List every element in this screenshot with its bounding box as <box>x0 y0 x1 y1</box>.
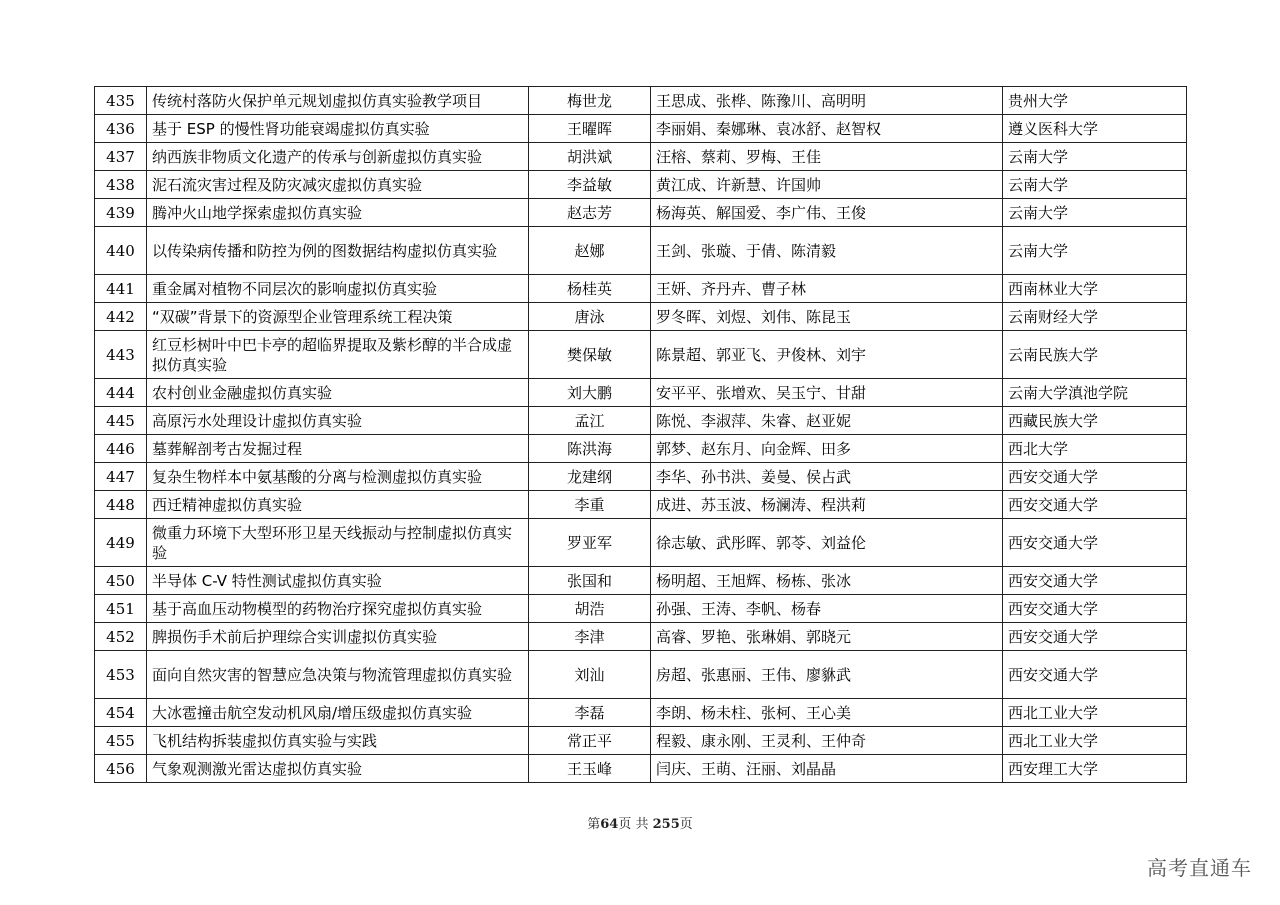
cell-school: 西安交通大学 <box>1003 651 1187 699</box>
table-row <box>95 567 1187 595</box>
cell-school: 西北大学 <box>1003 435 1187 463</box>
cell-project-name: 高原污水处理设计虚拟仿真实验 <box>147 407 529 435</box>
table-row <box>95 87 1187 115</box>
cell-project-name: 以传染病传播和防控为例的图数据结构虚拟仿真实验 <box>147 227 529 275</box>
cell-project-name: 复杂生物样本中氨基酸的分离与检测虚拟仿真实验 <box>147 463 529 491</box>
cell-number: 442 <box>95 303 147 331</box>
cell-school: 云南大学 <box>1003 171 1187 199</box>
cell-number: 456 <box>95 755 147 783</box>
cell-leader: 龙建纲 <box>529 463 651 491</box>
cell-leader: 唐泳 <box>529 303 651 331</box>
cell-leader: 李重 <box>529 491 651 519</box>
cell-members: 王妍、齐丹卉、曹子林 <box>651 275 1003 303</box>
cell-leader: 李磊 <box>529 699 651 727</box>
cell-leader: 王曜晖 <box>529 115 651 143</box>
cell-members: 李华、孙书洪、姜曼、侯占武 <box>651 463 1003 491</box>
cell-project-name: 基于高血压动物模型的药物治疗探究虚拟仿真实验 <box>147 595 529 623</box>
cell-leader: 常正平 <box>529 727 651 755</box>
footer-total: 255 <box>652 817 680 832</box>
cell-number: 455 <box>95 727 147 755</box>
cell-members: 闫庆、王萌、汪丽、刘晶晶 <box>651 755 1003 783</box>
cell-leader: 李益敏 <box>529 171 651 199</box>
table-row <box>95 303 1187 331</box>
cell-school: 云南大学滇池学院 <box>1003 379 1187 407</box>
cell-leader: 陈洪海 <box>529 435 651 463</box>
cell-project-name: 半导体 C-V 特性测试虚拟仿真实验 <box>147 567 529 595</box>
cell-school: 遵义医科大学 <box>1003 115 1187 143</box>
cell-number: 445 <box>95 407 147 435</box>
cell-project-name: 传统村落防火保护单元规划虚拟仿真实验教学项目 <box>147 87 529 115</box>
cell-project-name: 西迁精神虚拟仿真实验 <box>147 491 529 519</box>
cell-members: 杨明超、王旭辉、杨栋、张冰 <box>651 567 1003 595</box>
cell-leader: 樊保敏 <box>529 331 651 379</box>
cell-members: 程毅、康永刚、王灵利、王仲奇 <box>651 727 1003 755</box>
cell-members: 徐志敏、武彤晖、郭苓、刘益伦 <box>651 519 1003 567</box>
cell-project-name: 基于 ESP 的慢性肾功能衰竭虚拟仿真实验 <box>147 115 529 143</box>
cell-school: 西安交通大学 <box>1003 463 1187 491</box>
cell-number: 444 <box>95 379 147 407</box>
cell-members: 杨海英、解国爱、李广伟、王俊 <box>651 199 1003 227</box>
cell-members: 李丽娟、秦娜琳、袁冰舒、赵智权 <box>651 115 1003 143</box>
cell-leader: 王玉峰 <box>529 755 651 783</box>
cell-leader: 胡洪斌 <box>529 143 651 171</box>
cell-members: 高睿、罗艳、张琳娟、郭晓元 <box>651 623 1003 651</box>
cell-members: 陈景超、郭亚飞、尹俊林、刘宇 <box>651 331 1003 379</box>
cell-school: 云南民族大学 <box>1003 331 1187 379</box>
cell-members: 孙强、王涛、李帆、杨春 <box>651 595 1003 623</box>
cell-members: 王剑、张璇、于倩、陈清毅 <box>651 227 1003 275</box>
footer-prefix: 第 <box>587 817 601 832</box>
cell-number: 443 <box>95 331 147 379</box>
cell-leader: 张国和 <box>529 567 651 595</box>
cell-members: 李朗、杨未柱、张柯、王心美 <box>651 699 1003 727</box>
cell-leader: 孟江 <box>529 407 651 435</box>
cell-number: 446 <box>95 435 147 463</box>
cell-members: 成进、苏玉波、杨澜涛、程洪莉 <box>651 491 1003 519</box>
cell-number: 435 <box>95 87 147 115</box>
table-row <box>95 491 1187 519</box>
cell-project-name: “双碳”背景下的资源型企业管理系统工程决策 <box>147 303 529 331</box>
cell-leader: 赵娜 <box>529 227 651 275</box>
footer-mid: 页 共 <box>618 817 649 832</box>
table-row <box>95 519 1187 567</box>
cell-project-name: 大冰雹撞击航空发动机风扇/增压级虚拟仿真实验 <box>147 699 529 727</box>
cell-school: 西安交通大学 <box>1003 623 1187 651</box>
cell-number: 439 <box>95 199 147 227</box>
cell-school: 西安交通大学 <box>1003 595 1187 623</box>
cell-school: 西安理工大学 <box>1003 755 1187 783</box>
cell-project-name: 腾冲火山地学探索虚拟仿真实验 <box>147 199 529 227</box>
cell-number: 451 <box>95 595 147 623</box>
cell-leader: 罗亚军 <box>529 519 651 567</box>
cell-project-name: 微重力环境下大型环形卫星天线振动与控制虚拟仿真实验 <box>147 519 529 567</box>
table-row <box>95 407 1187 435</box>
cell-leader: 刘大鹏 <box>529 379 651 407</box>
footer-page: 64 <box>600 817 619 832</box>
watermark: 高考直通车 <box>1147 856 1252 880</box>
cell-project-name: 纳西族非物质文化遗产的传承与创新虚拟仿真实验 <box>147 143 529 171</box>
cell-project-name: 墓葬解剖考古发掘过程 <box>147 435 529 463</box>
cell-number: 452 <box>95 623 147 651</box>
cell-project-name: 红豆杉树叶中巴卡亭的超临界提取及紫杉醇的半合成虚拟仿真实验 <box>147 331 529 379</box>
table-row <box>95 331 1187 379</box>
cell-number: 440 <box>95 227 147 275</box>
cell-project-name: 泥石流灾害过程及防灾减灾虚拟仿真实验 <box>147 171 529 199</box>
cell-leader: 李津 <box>529 623 651 651</box>
cell-project-name: 脾损伤手术前后护理综合实训虚拟仿真实验 <box>147 623 529 651</box>
table-row <box>95 595 1187 623</box>
cell-members: 房超、张惠丽、王伟、廖貅武 <box>651 651 1003 699</box>
table-row <box>95 199 1187 227</box>
page-footer <box>0 813 1280 832</box>
cell-members: 王思成、张桦、陈豫川、高明明 <box>651 87 1003 115</box>
cell-number: 447 <box>95 463 147 491</box>
cell-school: 西北工业大学 <box>1003 699 1187 727</box>
cell-number: 436 <box>95 115 147 143</box>
cell-number: 437 <box>95 143 147 171</box>
cell-number: 438 <box>95 171 147 199</box>
cell-members: 陈悦、李淑萍、朱睿、赵亚妮 <box>651 407 1003 435</box>
table-row <box>95 623 1187 651</box>
cell-school: 西安交通大学 <box>1003 491 1187 519</box>
table-row <box>95 463 1187 491</box>
table-row <box>95 727 1187 755</box>
cell-school: 西安交通大学 <box>1003 567 1187 595</box>
cell-members: 黄江成、许新慧、许国帅 <box>651 171 1003 199</box>
cell-project-name: 面向自然灾害的智慧应急决策与物流管理虚拟仿真实验 <box>147 651 529 699</box>
table-row <box>95 755 1187 783</box>
cell-number: 441 <box>95 275 147 303</box>
cell-school: 云南财经大学 <box>1003 303 1187 331</box>
footer-suffix: 页 <box>679 817 693 832</box>
cell-number: 454 <box>95 699 147 727</box>
cell-school: 贵州大学 <box>1003 87 1187 115</box>
cell-members: 罗冬晖、刘煜、刘伟、陈昆玉 <box>651 303 1003 331</box>
table-row <box>95 227 1187 275</box>
project-table <box>94 86 1187 783</box>
table-row <box>95 435 1187 463</box>
table-row <box>95 651 1187 699</box>
cell-project-name: 重金属对植物不同层次的影响虚拟仿真实验 <box>147 275 529 303</box>
cell-school: 西藏民族大学 <box>1003 407 1187 435</box>
cell-school: 西北工业大学 <box>1003 727 1187 755</box>
table-row <box>95 115 1187 143</box>
cell-number: 453 <box>95 651 147 699</box>
cell-number: 449 <box>95 519 147 567</box>
cell-leader: 胡浩 <box>529 595 651 623</box>
cell-school: 云南大学 <box>1003 143 1187 171</box>
cell-members: 安平平、张增欢、吴玉宁、甘甜 <box>651 379 1003 407</box>
cell-leader: 赵志芳 <box>529 199 651 227</box>
table-row <box>95 143 1187 171</box>
table-row <box>95 699 1187 727</box>
cell-leader: 梅世龙 <box>529 87 651 115</box>
cell-number: 448 <box>95 491 147 519</box>
table-row <box>95 379 1187 407</box>
cell-members: 郭梦、赵东月、向金辉、田多 <box>651 435 1003 463</box>
cell-school: 西南林业大学 <box>1003 275 1187 303</box>
cell-school: 云南大学 <box>1003 199 1187 227</box>
cell-school: 云南大学 <box>1003 227 1187 275</box>
cell-project-name: 气象观测激光雷达虚拟仿真实验 <box>147 755 529 783</box>
cell-project-name: 农村创业金融虚拟仿真实验 <box>147 379 529 407</box>
cell-members: 汪榕、蔡莉、罗梅、王佳 <box>651 143 1003 171</box>
table-row <box>95 275 1187 303</box>
cell-school: 西安交通大学 <box>1003 519 1187 567</box>
cell-leader: 杨桂英 <box>529 275 651 303</box>
cell-leader: 刘汕 <box>529 651 651 699</box>
cell-project-name: 飞机结构拆装虚拟仿真实验与实践 <box>147 727 529 755</box>
cell-number: 450 <box>95 567 147 595</box>
table-row <box>95 171 1187 199</box>
